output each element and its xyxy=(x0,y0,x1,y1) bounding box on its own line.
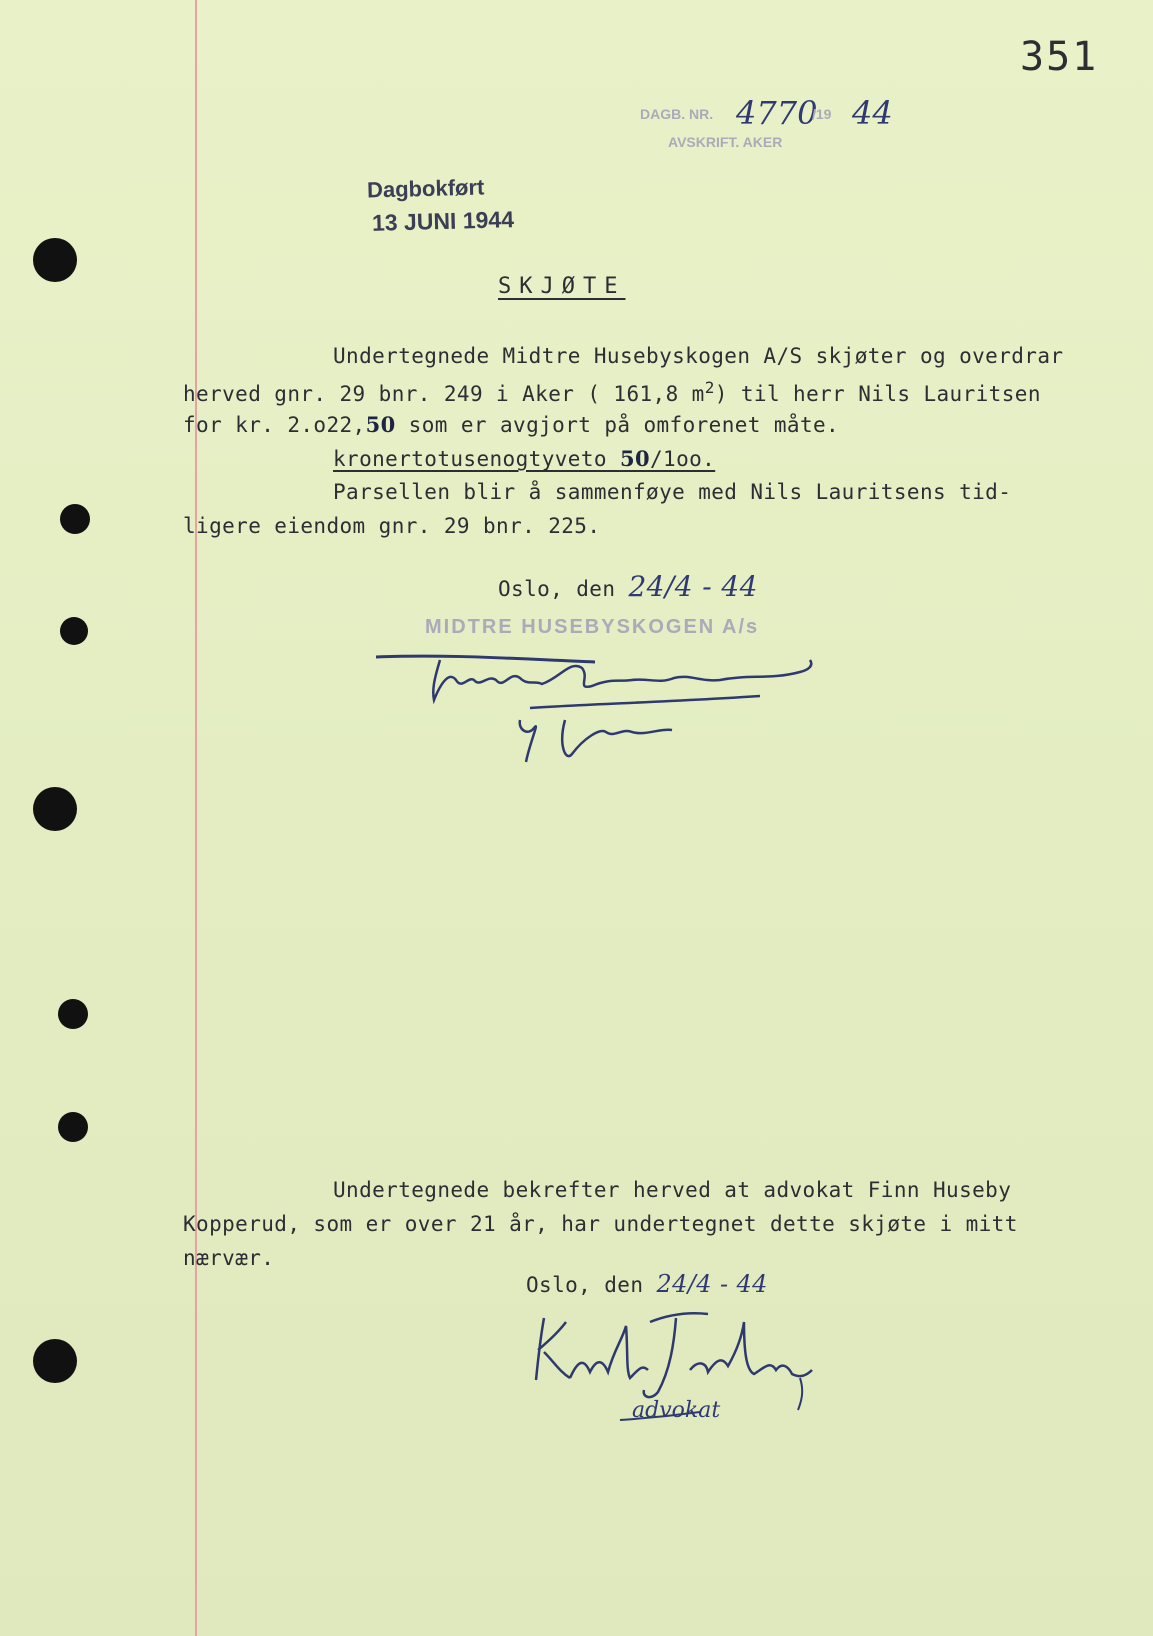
page-number: 351 xyxy=(1020,34,1099,80)
register-stamp-label: DAGB. NR. xyxy=(640,106,714,122)
body-line-4 xyxy=(333,446,715,471)
punch-hole-7 xyxy=(33,1339,77,1383)
dagbokfort-stamp-date: 13 JUNI 1944 xyxy=(371,206,515,236)
body-line-2 xyxy=(183,378,1041,406)
register-year: 44 xyxy=(852,94,893,132)
handwritten-cents-2: 50 xyxy=(619,446,650,471)
square-superscript: 2 xyxy=(704,378,715,397)
punch-hole-2 xyxy=(60,504,90,534)
place-date-2 xyxy=(526,1270,768,1298)
punch-hole-3 xyxy=(60,617,88,645)
attestation-line-2: Kopperud, som er over 21 år, har undertegnet dette skjøte i mitt xyxy=(183,1212,1018,1236)
attestation-line-1: Undertegnede bekrefter herved at advokat Finn Huseby xyxy=(333,1178,1012,1202)
punch-hole-6 xyxy=(58,1112,88,1142)
register-stamp xyxy=(640,94,940,160)
body-line-3-b: som er avgjort på omforenet måte. xyxy=(395,413,840,437)
register-number: 4770 xyxy=(736,94,818,132)
signature-2-title: advokat xyxy=(632,1398,721,1423)
body-line-6: ligere eiendom gnr. 29 bnr. 225. xyxy=(183,514,601,538)
place-date-2-printed: Oslo, den xyxy=(526,1273,657,1297)
punch-hole-4 xyxy=(33,787,77,831)
dagbokfort-stamp-line1: Dagbokført xyxy=(366,174,485,203)
red-margin-line xyxy=(195,0,197,1636)
place-date-1 xyxy=(498,570,758,603)
punch-hole-5 xyxy=(58,999,88,1029)
register-stamp-line2: AVSKRIFT. AKER xyxy=(668,134,783,150)
place-date-1-handwritten: 24/4 - 44 xyxy=(628,570,758,603)
body-line-2-b: ) til herr Nils Lauritsen xyxy=(714,382,1041,406)
body-line-4-a: kronertotusenogtyveto xyxy=(333,447,620,471)
punch-hole-1 xyxy=(33,238,77,282)
body-line-3-a: for kr. 2.o22, xyxy=(183,413,366,437)
body-line-2-a: herved gnr. 29 bnr. 249 i Aker ( 161,8 m xyxy=(183,382,705,406)
place-date-1-printed: Oslo, den xyxy=(498,577,629,601)
body-line-3 xyxy=(183,412,839,437)
signature-1-graphic xyxy=(370,650,840,770)
handwritten-cents-1: 50 xyxy=(365,412,396,437)
attestation-line-3: nærvær. xyxy=(183,1246,275,1270)
body-line-1: Undertegnede Midtre Husebyskogen A/S skjøter og overdrar xyxy=(333,344,1064,368)
register-stamp-suffix: /19 xyxy=(812,106,832,122)
signature-1 xyxy=(370,650,840,770)
document-title: SKJØTE xyxy=(498,274,626,299)
place-date-2-handwritten: 24/4 - 44 xyxy=(656,1270,768,1298)
company-stamp: MIDTRE HUSEBYSKOGEN A/s xyxy=(425,616,760,638)
body-line-4-b: /1oo. xyxy=(649,447,716,471)
body-line-5: Parsellen blir å sammenføye med Nils Lauritsens tid- xyxy=(333,480,1012,504)
